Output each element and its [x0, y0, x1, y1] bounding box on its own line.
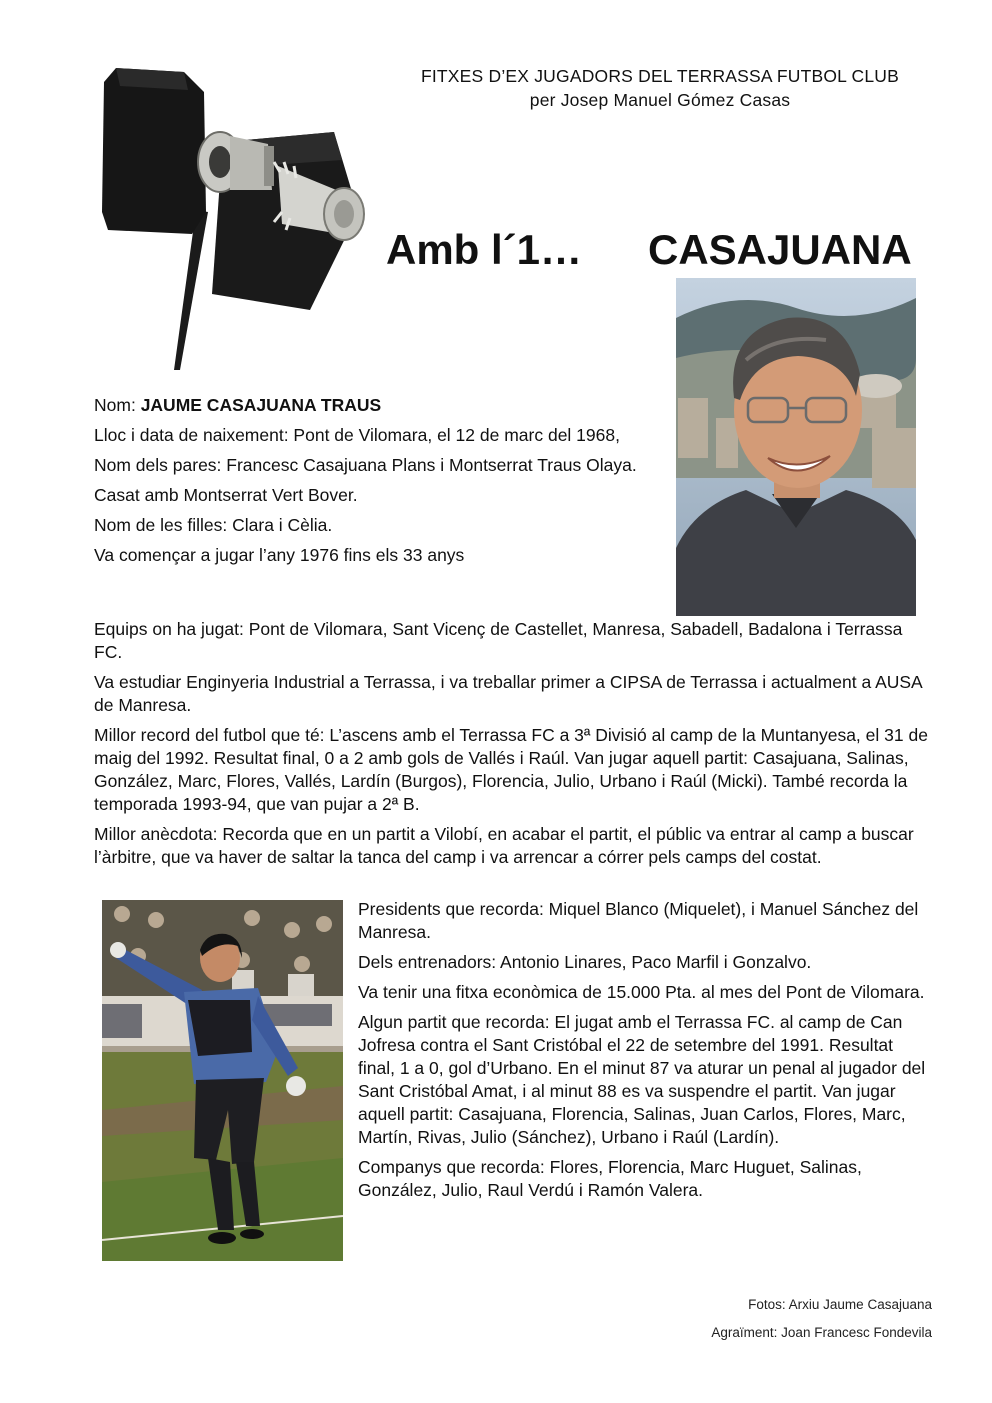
memorable-match: Algun partit que recorda: El jugat amb el Terrassa FC. al camp de Can Jofresa contra el Sant Cristóbal el 22 de setembre del 1991. Resultat final, 1 a 0, gol d’Urbano. En el minut 87 va aturar un penal al jugador del Sant Cristóbal Amat, i al minut 88 es va suspendre el partit. Van jugar aquell partit: Casajuana, Florencia, Salinas, Juan Carlos, Flores, Marc, Martín, Rivas, Julio (Sánchez), Urbano i Raúl (Lardín). [358, 1012, 926, 1147]
spouse-info: Casat amb Montserrat Vert Bover. [94, 485, 358, 505]
best-anecdote: Millor anècdota: Recorda que en un partit a Vilobí, en acabar el partit, el públic va entrar al camp a buscar l’àrbitre, que va haver de saltar la tanca del camp i va arrencar a córrer pels camps del costat. [94, 824, 914, 867]
presidents-info: Presidents que recorda: Miquel Blanco (Miquelet), i Manuel Sánchez del Manresa. [358, 899, 919, 942]
teams-info: Equips on ha jugat: Pont de Vilomara, Sant Vicenç de Castellet, Manresa, Sabadell, Badalona i Terrassa FC. [94, 619, 903, 662]
portrait-photo [676, 278, 916, 616]
header-author: per Josep Manuel Gómez Casas [529, 90, 791, 110]
daughters-info: Nom de les filles: Clara i Cèlia. [94, 515, 333, 535]
header-title: FITXES D’EX JUGADORS DEL TERRASSA FUTBOL CLUB [420, 66, 900, 86]
parents-info: Nom dels pares: Francesc Casajuana Plans i Montserrat Traus Olaya. [94, 455, 637, 475]
best-memory: Millor record del futbol que té: L’ascens amb el Terrassa FC a 3ª Divisió al camp de la Muntanyesa, el 31 de maig del 1992. Resultat final, 0 a 2 amb gols de Vallés i Raúl. Van jugar aquell partit: Casajuana, Salinas, González, Marc, Flores, Vallés, Lardín (Burgos), Florencia, Julio, Urbano i Raúl (Micki). També recorda la temporada 1993-94, que van pujar a 2ª B. [94, 725, 928, 814]
full-name: JAUME CASAJUANA TRAUS [140, 395, 382, 415]
name-line [94, 394, 650, 417]
coaches-info: Dels entrenadors: Antonio Linares, Paco Marfil i Gonzalvo. [358, 952, 812, 972]
title-surname: CASAJUANA [648, 226, 912, 273]
teammates-info: Companys que recorda: Flores, Florencia, Marc Huguet, Salinas, González, Julio, Raul Verdú i Ramón Valera. [358, 1157, 862, 1200]
acknowledgement: Agraïment: Joan Francesc Fondevila [711, 1325, 932, 1340]
career-start: Va començar a jugar l’any 1976 fins els 33 anys [94, 545, 465, 565]
title-left: Amb l´1… [386, 226, 583, 273]
goalkeeper-photo [102, 900, 343, 1261]
loudspeaker-illustration [96, 62, 376, 374]
name-label: Nom: [94, 395, 141, 415]
studies-info: Va estudiar Enginyeria Industrial a Terrassa, i va treballar primer a CIPSA de Terrassa i actualment a AUSA de Manresa. [94, 672, 922, 715]
contract-info: Va tenir una fitxa econòmica de 15.000 Pta. al mes del Pont de Vilomara. [358, 982, 925, 1002]
photo-credit: Fotos: Arxiu Jaume Casajuana [748, 1297, 932, 1312]
birth-info: Lloc i data de naixement: Pont de Vilomara, el 12 de marc del 1968, [94, 425, 620, 445]
